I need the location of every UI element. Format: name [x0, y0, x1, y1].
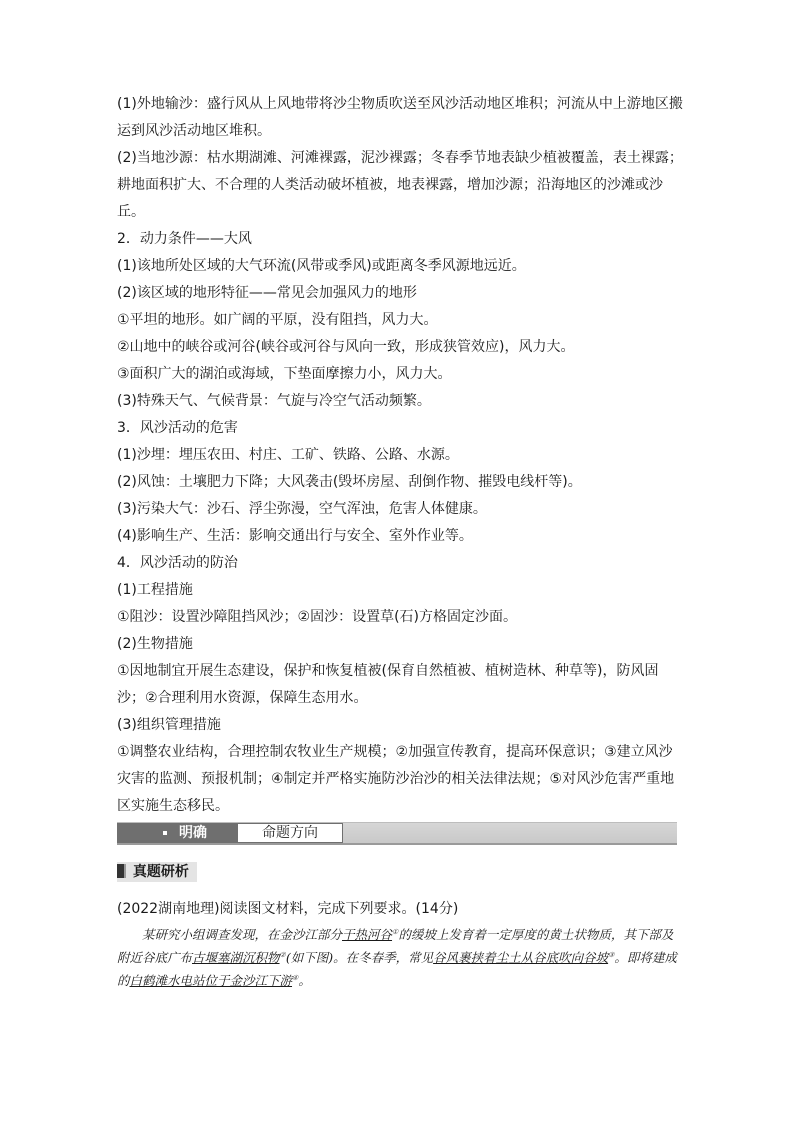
zhenti-heading: [117, 862, 197, 882]
material-text: 某研究小组调查发现，在金沙江部分: [142, 927, 343, 943]
paragraph: ①平坦的地形。如广阔的平原，没有阻挡，风力大。: [117, 312, 438, 328]
notes-body: [117, 91, 683, 820]
annotation-number: ④: [292, 974, 299, 983]
paragraph: ②山地中的峡谷或河谷(峡谷或河谷与风向一致，形成狭管效应)，风力大。: [117, 339, 575, 355]
paragraph: ①阻沙：设置沙障阻挡风沙；②固沙：设置草(石)方格固定沙面。: [117, 609, 518, 625]
annotation-number: ①: [392, 928, 399, 936]
paragraph: (1)该地所处区域的大气环流(风带或季风)或距离冬季风源地远近。: [117, 258, 526, 274]
paragraph: (1)沙埋：埋压农田、村庄、工矿、铁路、公路、水源。: [117, 447, 459, 463]
material-text: (如下图)。在冬春季，常见: [285, 950, 434, 966]
section-label-light: 命题方向: [237, 823, 343, 843]
paragraph: 2．动力条件——大风: [117, 231, 252, 247]
paragraph: (2)当地沙源：枯水期湖滩、河滩裸露，泥沙裸露；冬春季节地表缺少植被覆盖，表土裸露；耕地面积扩大、不合理的人类活动破坏植被，地表裸露，增加沙源；沿海地区的沙滩或沙丘。: [117, 150, 683, 220]
paragraph: 4．风沙活动的防治: [117, 555, 238, 571]
paragraph: (1)外地输沙：盛行风从上风地带将沙尘物质吹送至风沙活动地区堆积；河流从中上游地区搬运到风沙活动地区堆积。: [117, 96, 683, 139]
material-underlined: 干热河谷: [342, 927, 393, 943]
material-underlined: 谷风裹挟着尘土从谷底吹向谷坡: [433, 950, 609, 966]
paragraph: (2)风蚀：土壤肥力下降；大风袭击(毁坏房屋、刮倒作物、摧毁电线杆等)。: [117, 474, 582, 490]
material-underlined: 古堰塞湖沉积物: [192, 950, 280, 966]
paragraph: (3)污染大气：沙石、浮尘弥漫，空气浑浊，危害人体健康。: [117, 501, 487, 517]
material-text: 。: [298, 973, 311, 989]
paragraph: (2)该区域的地形特征——常见会加强风力的地形: [117, 285, 417, 301]
material-text: 的缓坡上发育着一定厚度的黄土状物质，其下部及附近谷底广布: [117, 927, 674, 966]
heading-marker-icon: [117, 864, 126, 878]
section-banner-dark: [117, 823, 237, 843]
paragraph: ①因地制宜开展生态建设，保护和恢复植被(保育自然植被、植树造林、种草等)，防风固沙；②合理利用水资源，保障生态用水。: [117, 663, 659, 706]
material-text: 。即将建成的: [117, 950, 677, 989]
paragraph: (1)工程措施: [117, 582, 193, 598]
paragraph: (2)生物措施: [117, 636, 193, 652]
paragraph: (3)特殊天气、气候背景：气旋与冷空气活动频繁。: [117, 393, 431, 409]
paragraph: (4)影响生产、生活：影响交通出行与安全、室外作业等。: [117, 528, 473, 544]
zhenti-heading-text: 真题研析: [132, 864, 189, 880]
bullet-icon: [163, 831, 167, 835]
section-label-dark: 明确: [179, 825, 207, 841]
annotation-number: ③: [608, 951, 615, 960]
paragraph: (3)组织管理措施: [117, 717, 221, 733]
paragraph: ①调整农业结构，合理控制农牧业生产规模；②加强宣传教育，提高环保意识；③建立风沙灾害的监测、预报机制；④制定并严格实施防沙治沙的相关法律法规；⑤对风沙危害严重地区实施生态移民。: [117, 744, 675, 814]
paragraph: 3．风沙活动的危害: [117, 420, 238, 436]
material-underlined: 白鹤滩水电站位于金沙江下游: [129, 973, 293, 989]
question-intro: (2022湖南地理)阅读图文材料，完成下列要求。(14分): [117, 901, 459, 917]
material-text: [117, 922, 683, 991]
section-banner: [117, 822, 677, 845]
paragraph: ③面积广大的湖泊或海域，下垫面摩擦力小，风力大。: [117, 366, 452, 382]
annotation-number: ②: [279, 951, 286, 960]
